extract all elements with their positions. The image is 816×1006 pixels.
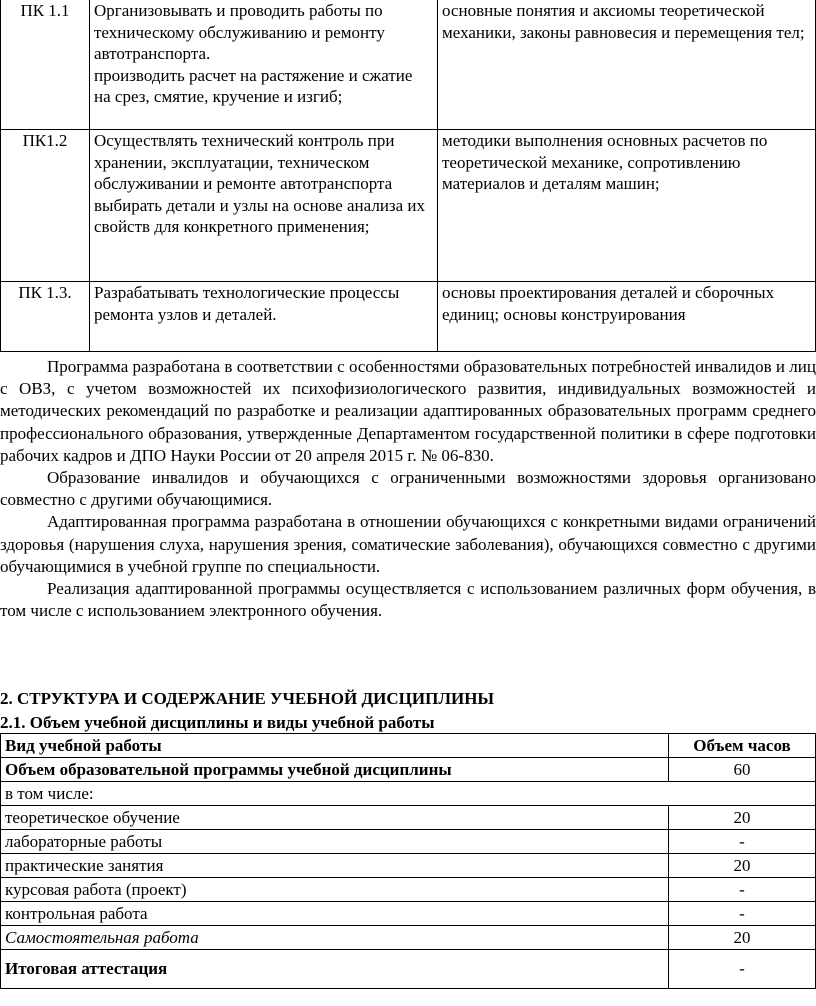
work-hours: - bbox=[669, 902, 816, 926]
competency-knowledge: основы проектирования деталей и сборочных единиц; основы конструирования bbox=[438, 282, 816, 352]
table-row bbox=[1, 806, 816, 830]
competency-code: ПК1.2 bbox=[1, 130, 90, 282]
paragraph: Программа разработана в соответствии с особенностями образовательных потребностей инвалидов и лиц с ОВЗ, с учетом возможностей их психофизиологического развития, индивидуальных возможностей и методических рекомендаций по разработке и реализации адаптированных образовательных программ среднего профессионального образования, утвержденные Департаментом государственной политики в сфере подготовки рабочих кадров и ДПО Науки России от 20 апреля 2015 г. № 06-830. bbox=[0, 357, 816, 465]
work-hours: - bbox=[669, 878, 816, 902]
work-type: теоретическое обучение bbox=[1, 806, 669, 830]
competency-row bbox=[1, 282, 816, 352]
final-hours: - bbox=[669, 950, 816, 989]
competency-skills bbox=[90, 130, 438, 282]
table-row-self-study bbox=[1, 926, 816, 950]
work-hours: - bbox=[669, 830, 816, 854]
paragraph: Реализация адаптированной программы осуществляется с использованием различных форм обучения, в том числе с использованием электронного обучения. bbox=[0, 579, 816, 621]
table-header-row bbox=[1, 734, 816, 758]
header-hours: Объем часов bbox=[669, 734, 816, 758]
table-row-total bbox=[1, 758, 816, 782]
section-heading: 2. СТРУКТУРА И СОДЕРЖАНИЕ УЧЕБНОЙ ДИСЦИПЛИНЫ bbox=[0, 689, 495, 708]
paragraph: Образование инвалидов и обучающихся с ограниченными возможностями здоровья организовано совместно с другими обучающимися. bbox=[0, 468, 816, 510]
header-type: Вид учебной работы bbox=[1, 734, 669, 758]
total-type: Объем образовательной программы учебной дисциплины bbox=[1, 758, 669, 782]
table-row bbox=[1, 902, 816, 926]
work-hours: 20 bbox=[669, 854, 816, 878]
skill-text: Разрабатывать технологические процессы ремонта узлов и деталей. bbox=[94, 283, 400, 324]
competency-code: ПК 1.1 bbox=[1, 0, 90, 130]
work-type: лабораторные работы bbox=[1, 830, 669, 854]
skill-text: производить расчет на растяжение и сжатие на срез, смятие, кручение и изгиб; bbox=[94, 65, 413, 106]
competency-table bbox=[0, 0, 816, 352]
hours-table bbox=[0, 733, 816, 989]
competency-knowledge: методики выполнения основных расчетов по теоретической механике, сопротивлению материалов и деталям машин; bbox=[438, 130, 816, 282]
table-row-including bbox=[1, 782, 816, 806]
work-type: контрольная работа bbox=[1, 902, 669, 926]
paragraph: Адаптированная программа разработана в отношении обучающихся с конкретными видами ограничений здоровья (нарушения слуха, нарушения зрения, соматические заболевания), обучающихся совместно с другими обучающимися в учебной группе по специальности. bbox=[0, 512, 816, 576]
final-type: Итоговая аттестация bbox=[1, 950, 669, 989]
competency-row bbox=[1, 130, 816, 282]
competency-skills bbox=[90, 282, 438, 352]
competency-row bbox=[1, 0, 816, 130]
subsection-heading: 2.1. Объем учебной дисциплины и виды учебной работы bbox=[0, 713, 435, 732]
work-type: курсовая работа (проект) bbox=[1, 878, 669, 902]
competency-skills bbox=[90, 0, 438, 130]
self-study-hours: 20 bbox=[669, 926, 816, 950]
table-row bbox=[1, 878, 816, 902]
self-study-type: Самостоятельная работа bbox=[1, 926, 669, 950]
competency-code: ПК 1.3. bbox=[1, 282, 90, 352]
skill-text: выбирать детали и узлы на основе анализа их свойств для конкретного применения; bbox=[94, 195, 426, 236]
work-hours: 20 bbox=[669, 806, 816, 830]
table-row-final bbox=[1, 950, 816, 989]
work-type: практические занятия bbox=[1, 854, 669, 878]
total-hours: 60 bbox=[669, 758, 816, 782]
including-label: в том числе: bbox=[1, 782, 816, 806]
skill-text: Осуществлять технический контроль при хранении, эксплуатации, техническом обслуживании и ремонте автотранспорта bbox=[94, 131, 395, 193]
table-row bbox=[1, 854, 816, 878]
competency-knowledge: основные понятия и аксиомы теоретической механики, законы равновесия и перемещения тел; bbox=[438, 0, 816, 130]
skill-text: Организовывать и проводить работы по техническому обслуживанию и ремонту автотранспорта. bbox=[94, 1, 385, 63]
program-description bbox=[0, 356, 816, 622]
table-row bbox=[1, 830, 816, 854]
